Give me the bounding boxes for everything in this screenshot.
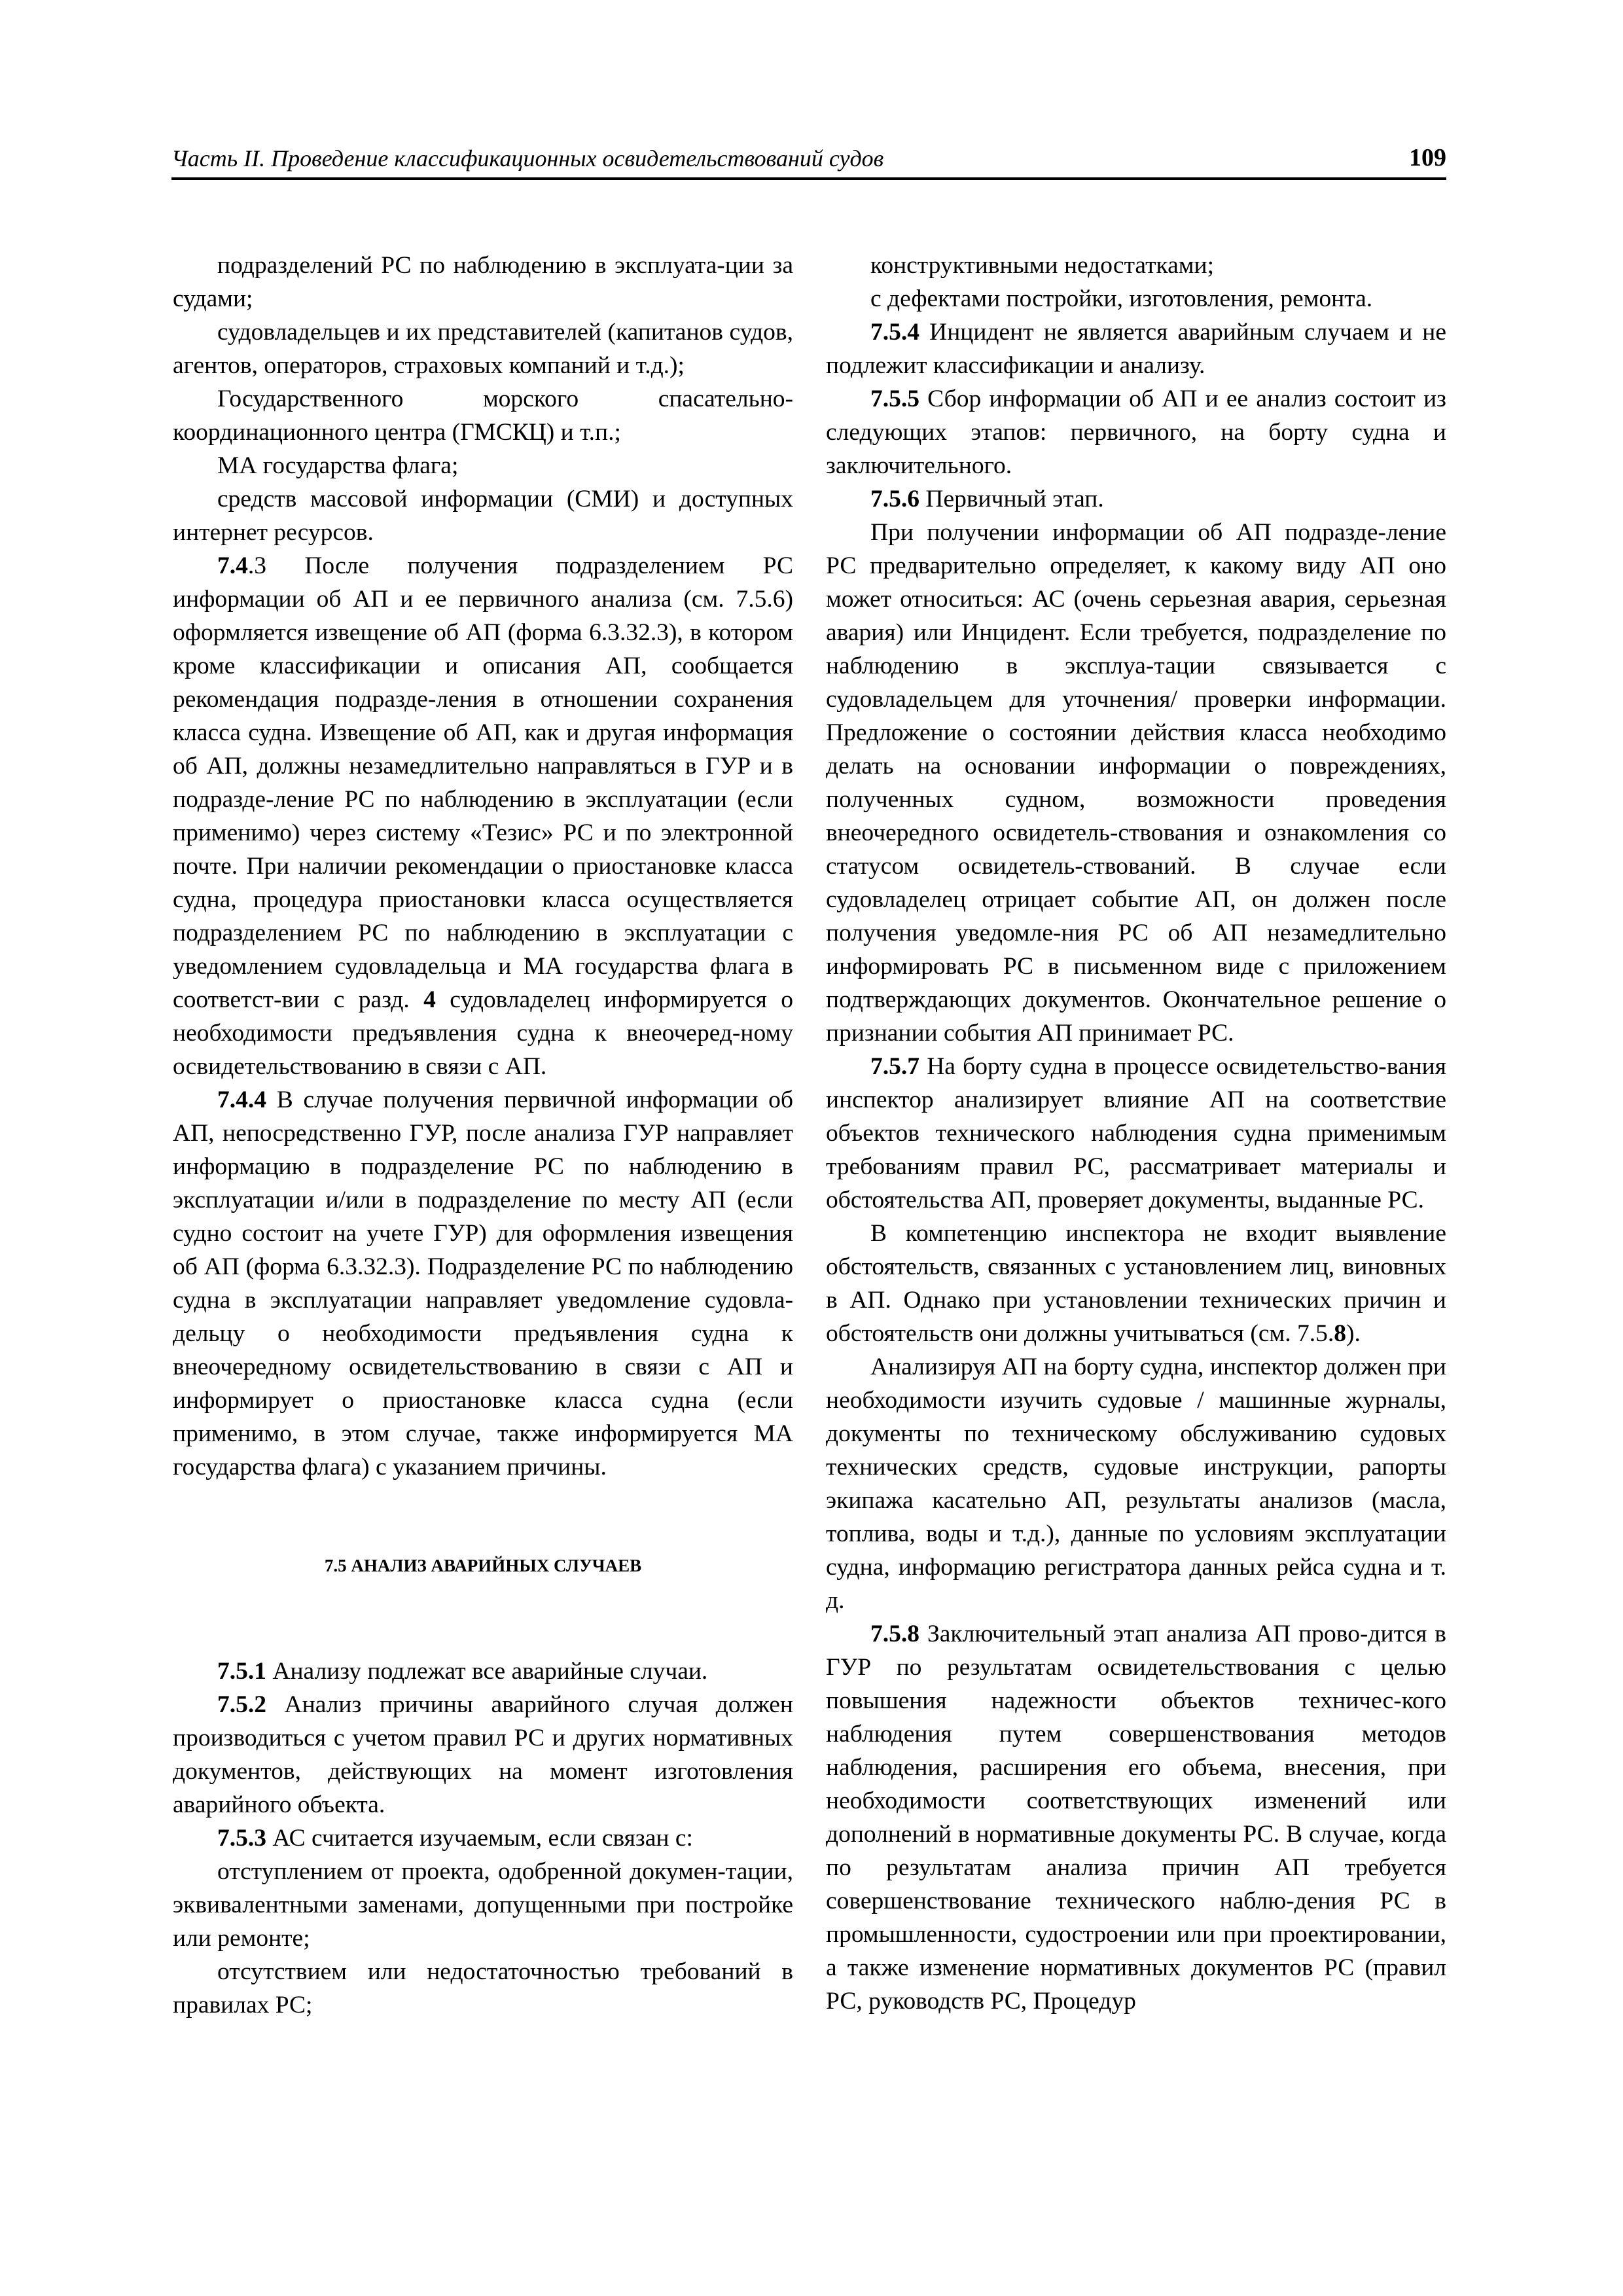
clause-number: 7.5.3: [217, 1825, 266, 1852]
paragraph-text: Анализ причины аварийного случая должен производиться с учетом правил РС и других нормативных документов, действующих на момент изготовления аварийного объекта.: [173, 1691, 793, 1818]
paragraph-text: Анализу подлежат все аварийные случаи.: [266, 1658, 708, 1685]
clause-number: 7.5.1: [217, 1658, 266, 1685]
right-column: [826, 249, 1446, 2018]
paragraph-text: Сбор информации об АП и ее анализ состоит из следующих этапов: первичного, на борту судна и заключительного.: [826, 386, 1446, 479]
paragraph-text: В случае получения первичной информации об АП, непосредственно ГУР, после анализа ГУР направляет информацию в подразделение РС по наблюдению в эксплуатации и/или в подразделение по месту АП (если судно состоит на учете ГУР) для оформления извещения об АП (форма 6.3.32.3). Подразделение РС по наблюдению судна в эксплуатации направляет уведомление судовла-дельцу о необходимости предъявления судна к внеочередному освидетельствованию в связи с АП и информирует о приостановке класса судна (если применимо, в этом случае, также информируется МА государства флага) с указанием причины.: [173, 1086, 793, 1480]
paragraph: отсутствием или недостаточностью требований в правилах РС;: [173, 1958, 793, 2018]
paragraph: При получении информации об АП подразде-ление РС предварительно определяет, к какому виду АП оно может относиться: АС (очень серьезная авария, серьезная авария) или Инцидент. Если требуется, подразделение по наблюдению в эксплуа-тации связывается с судовладельцем для уточнения/ проверки информации. Предложение о состоянии действия класса необходимо делать на основании информации о повреждениях, полученных судном, возможности проведения внеочередного освидетель-ствования и ознакомления со статусом освидетель-ствований. В случае если судовладелец отрицает событие АП, он должен после получения уведомле-ния РС об АП незамедлительно информировать РС в письменном виде с приложением подтверждающих документов. Окончательное решение о признании события АП принимает РС.: [826, 519, 1446, 1047]
section-heading: 7.5 АНАЛИЗ АВАРИЙНЫХ СЛУЧАЕВ: [324, 1556, 642, 1575]
paragraph: судовладельцев и их представителей (капитанов судов, агентов, операторов, страховых компаний и т.д.);: [173, 319, 793, 379]
paragraph: подразделений РС по наблюдению в эксплуата-ции за судами;: [173, 252, 793, 312]
paragraph-text: судовладелец информируется о необходимости предъявления судна к внеочеред-ному освидетельствованию в связи с АП.: [173, 986, 793, 1080]
paragraph: [826, 1217, 1446, 1350]
paragraph-7-5-7: [826, 1050, 1446, 1217]
paragraph-7-5-8: [826, 1617, 1446, 2018]
paragraph: средств массовой информации (СМИ) и доступных интернет ресурсов.: [173, 486, 793, 546]
clause-number: 7.5.6: [870, 486, 919, 512]
clause-number: 7.5.2: [217, 1691, 266, 1718]
paragraph-7-5-6: [826, 482, 1446, 516]
paragraph-text: ).: [1346, 1320, 1361, 1347]
clause-number: 7.5.5: [870, 386, 919, 412]
paragraph-7-5-3: [173, 1821, 793, 1855]
paragraph-7-5-1: [173, 1655, 793, 1688]
clause-ref: 8: [1334, 1320, 1346, 1347]
paragraph-text: На борту судна в процессе освидетельство-вания инспектор анализирует влияние АП на соответствие объектов технического наблюдения судна применимым требованиям правил РС, рассматривает материалы и обстоятельства АП, проверяет документы, выданные РС.: [826, 1053, 1446, 1213]
paragraph: с дефектами постройки, изготовления, ремонта.: [870, 285, 1373, 312]
clause-number: 7.4.4: [217, 1086, 266, 1113]
paragraph: отступлением от проекта, одобренной докумен-тации, эквивалентными заменами, допущенными при постройке или ремонте;: [173, 1858, 793, 1952]
paragraph: конструктивными недостатками;: [870, 252, 1214, 279]
clause-number: 7.4: [217, 552, 248, 579]
paragraph-7-4-4: [173, 1083, 793, 1484]
clause-number: 7.5.8: [870, 1621, 919, 1647]
paragraph: МА государства флага;: [217, 452, 459, 479]
section-ref: 4: [423, 986, 436, 1013]
page-header: [171, 141, 1446, 177]
header-rule: [171, 177, 1446, 180]
paragraph-text: Первичный этап.: [919, 486, 1104, 512]
left-column: [173, 249, 793, 2022]
running-title: Часть II. Проведение классификационных освидетельствований судов: [171, 145, 884, 171]
paragraph-text: АС считается изучаемым, если связан с:: [266, 1825, 693, 1852]
page-number: 109: [1409, 144, 1446, 171]
paragraph-7-4-3: [173, 549, 793, 1083]
clause-number: 7.5.7: [870, 1053, 919, 1080]
paragraph-text: В компетенцию инспектора не входит выявление обстоятельств, связанных с установлением лиц, виновных в АП. Однако при установлении технических причин и обстоятельств они должны учитываться (см. 7.5.: [826, 1220, 1446, 1347]
paragraph: Анализируя АП на борту судна, инспектор должен при необходимости изучить судовые / машинные журналы, документы по техническому обслуживанию судовых технических средств, судовые инструкции, рапорты экипажа касательно АП, результаты анализов (масла, топлива, воды и т.д.), данные по условиям эксплуатации судна, информацию регистратора данных рейса судна и т. д.: [826, 1354, 1446, 1614]
paragraph-text: .3 После получения подразделением РС информации об АП и ее первичного анализа (см. 7.5.6) оформляется извещение об АП (форма 6.3.32.3), в котором кроме классификации и описания АП, сообщается рекомендация подразде-ления в отношении сохранения класса судна. Извещение об АП, как и другая информация об АП, должны незамедлительно направляться в ГУР и в подразде-ление РС по наблюдению в эксплуатации (если применимо) через систему «Тезис» РС и по электронной почте. При наличии рекомендации о приостановке класса судна, процедура приостановки класса осуществляется подразделением РС по наблюдению в эксплуатации с уведомлением судовладельца и МА государства флага в соответст-вии с разд.: [173, 552, 793, 1013]
clause-number: 7.5.4: [870, 319, 919, 346]
paragraph-text: Заключительный этап анализа АП прово-дится в ГУР по результатам освидетельствования с целью повышения надежности объектов техничес-кого наблюдения путем совершенствования методов наблюдения, расширения его объема, внесения, при необходимости соответствующих изменений или дополнений в нормативные документы РС. В случае, когда по результатам анализа причин АП требуется совершенствование технического наблю-дения РС в промышленности, судостроении или при проектировании, а также изменение нормативных документов РС (правил РС, руководств РС, Процедур: [826, 1621, 1446, 2015]
paragraph-text: Инцидент не является аварийным случаем и не подлежит классификации и анализу.: [826, 319, 1446, 379]
paragraph-7-5-5: [826, 382, 1446, 482]
paragraph: Государственного морского спасательно-координационного центра (ГМСКЦ) и т.п.;: [173, 386, 793, 446]
paragraph-7-5-2: [173, 1688, 793, 1821]
paragraph-7-5-4: [826, 315, 1446, 382]
